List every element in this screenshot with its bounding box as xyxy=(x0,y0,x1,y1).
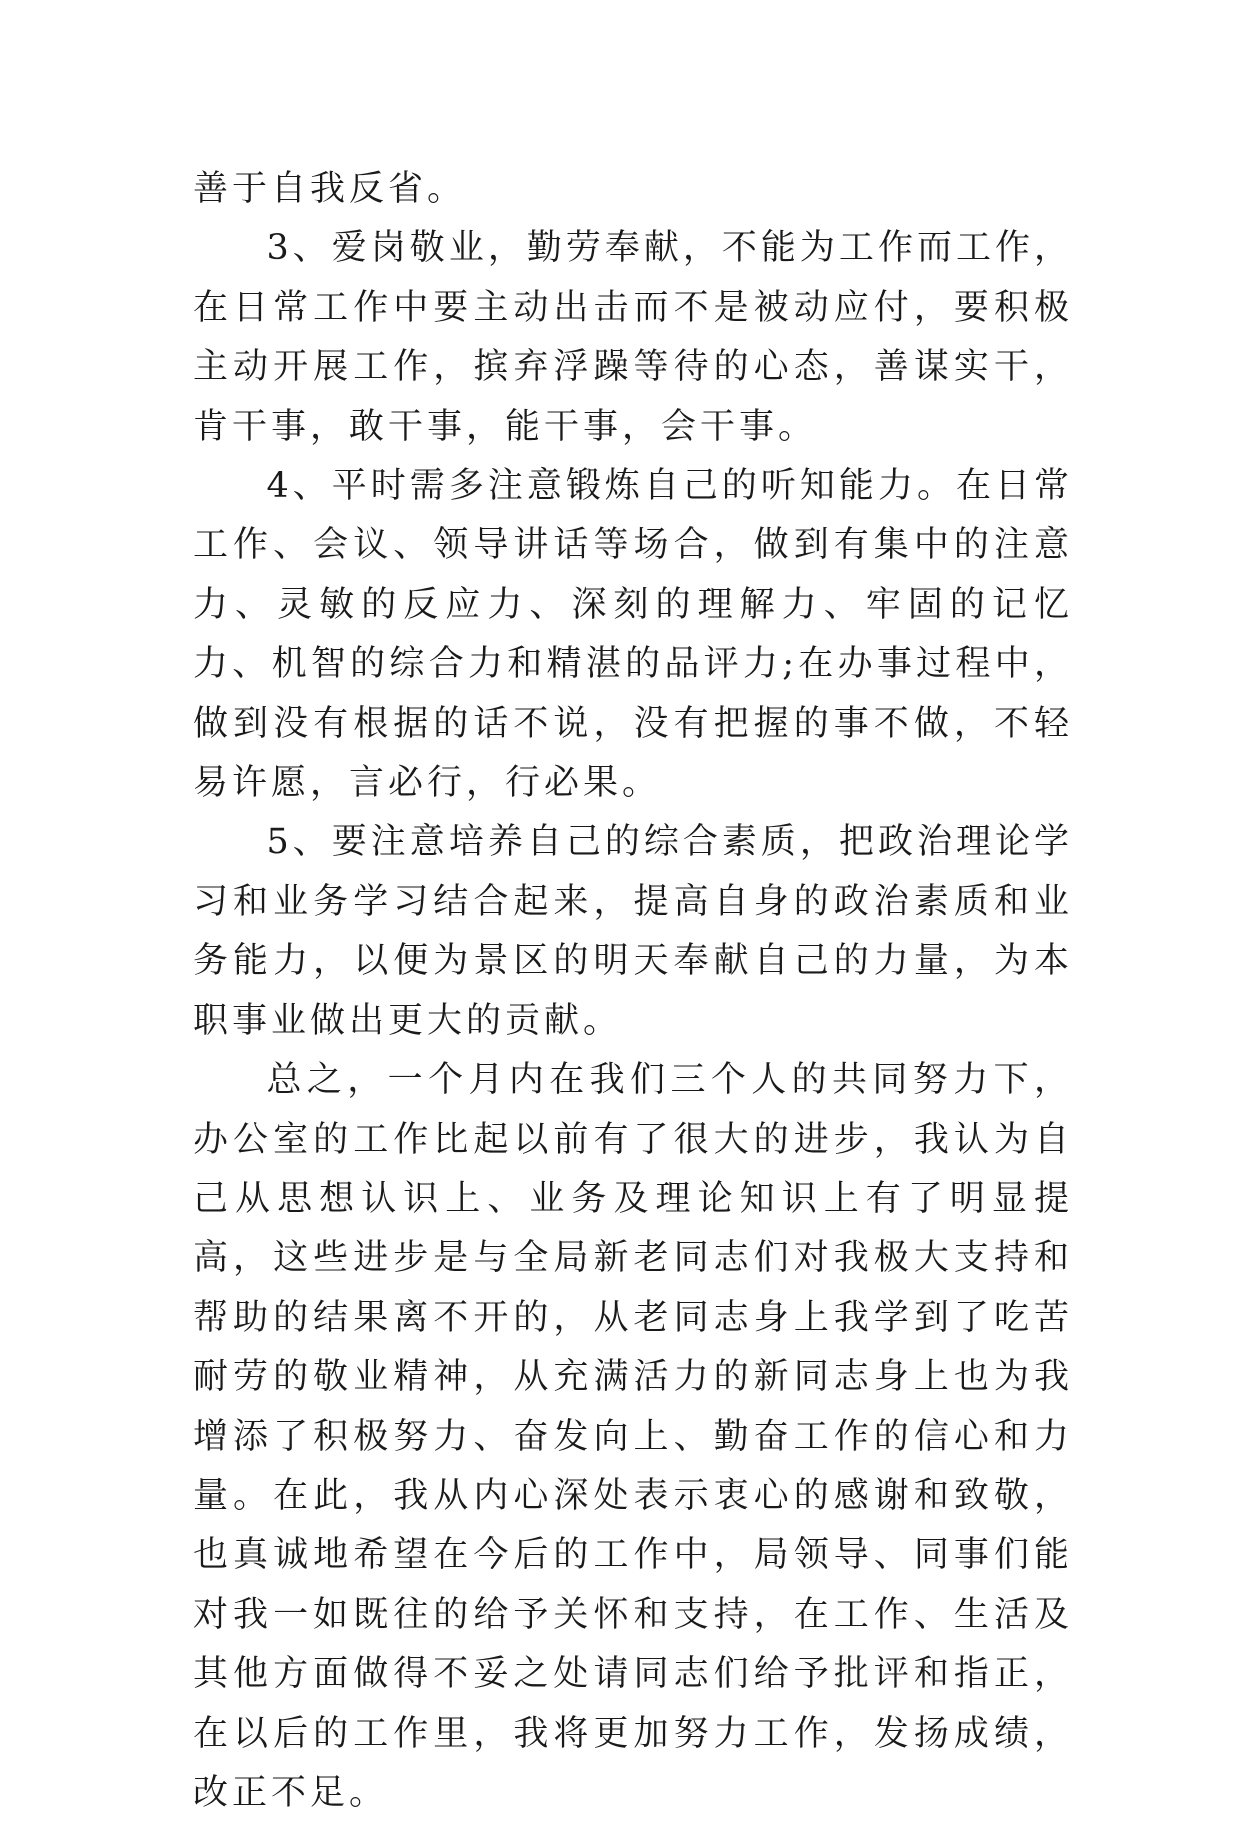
paragraph-item-3: 3、爱岗敬业，勤劳奉献，不能为工作而工作，在日常工作中要主动出击而不是被动应付，要积极主动开展工作，摈弃浮躁等待的心态，善谋实干，肯干事，敢干事，能干事，会干事。 xyxy=(193,228,1073,447)
paragraph-item-5: 5、要注意培养自己的综合素质，把政治理论学习和业务学习结合起来，提高自身的政治素质和业务能力，以便为景区的明天奉献自己的力量，为本职事业做出更大的贡献。 xyxy=(193,822,1073,1041)
paragraph-item-4: 4、平时需多注意锻炼自己的听知能力。在日常工作、会议、领导讲话等场合，做到有集中的注意力、灵敏的反应力、深刻的理解力、牢固的记忆力、机智的综合力和精湛的品评力;在办事过程中，做到没有根据的话不说，没有把握的事不做，不轻易许愿，言必行，行必果。 xyxy=(193,466,1073,804)
document-body xyxy=(193,160,1073,1823)
paragraph-conclusion: 总之，一个月内在我们三个人的共同努力下，办公室的工作比起以前有了很大的进步，我认为自己从思想认识上、业务及理论知识上有了明显提高，这些进步是与全局新老同志们对我极大支持和帮助的结果离不开的，从老同志身上我学到了吃苦耐劳的敬业精神，从充满活力的新同志身上也为我增添了积极努力、奋发向上、勤奋工作的信心和力量。在此，我从内心深处表示衷心的感谢和致敬，也真诚地希望在今后的工作中，局领导、同事们能对我一如既往的给予关怀和支持，在工作、生活及其他方面做得不妥之处请同志们给予批评和指正，在以后的工作里，我将更加努力工作，发扬成绩，改正不足。 xyxy=(193,1060,1073,1813)
paragraph-continuation: 善于自我反省。 xyxy=(193,169,467,209)
